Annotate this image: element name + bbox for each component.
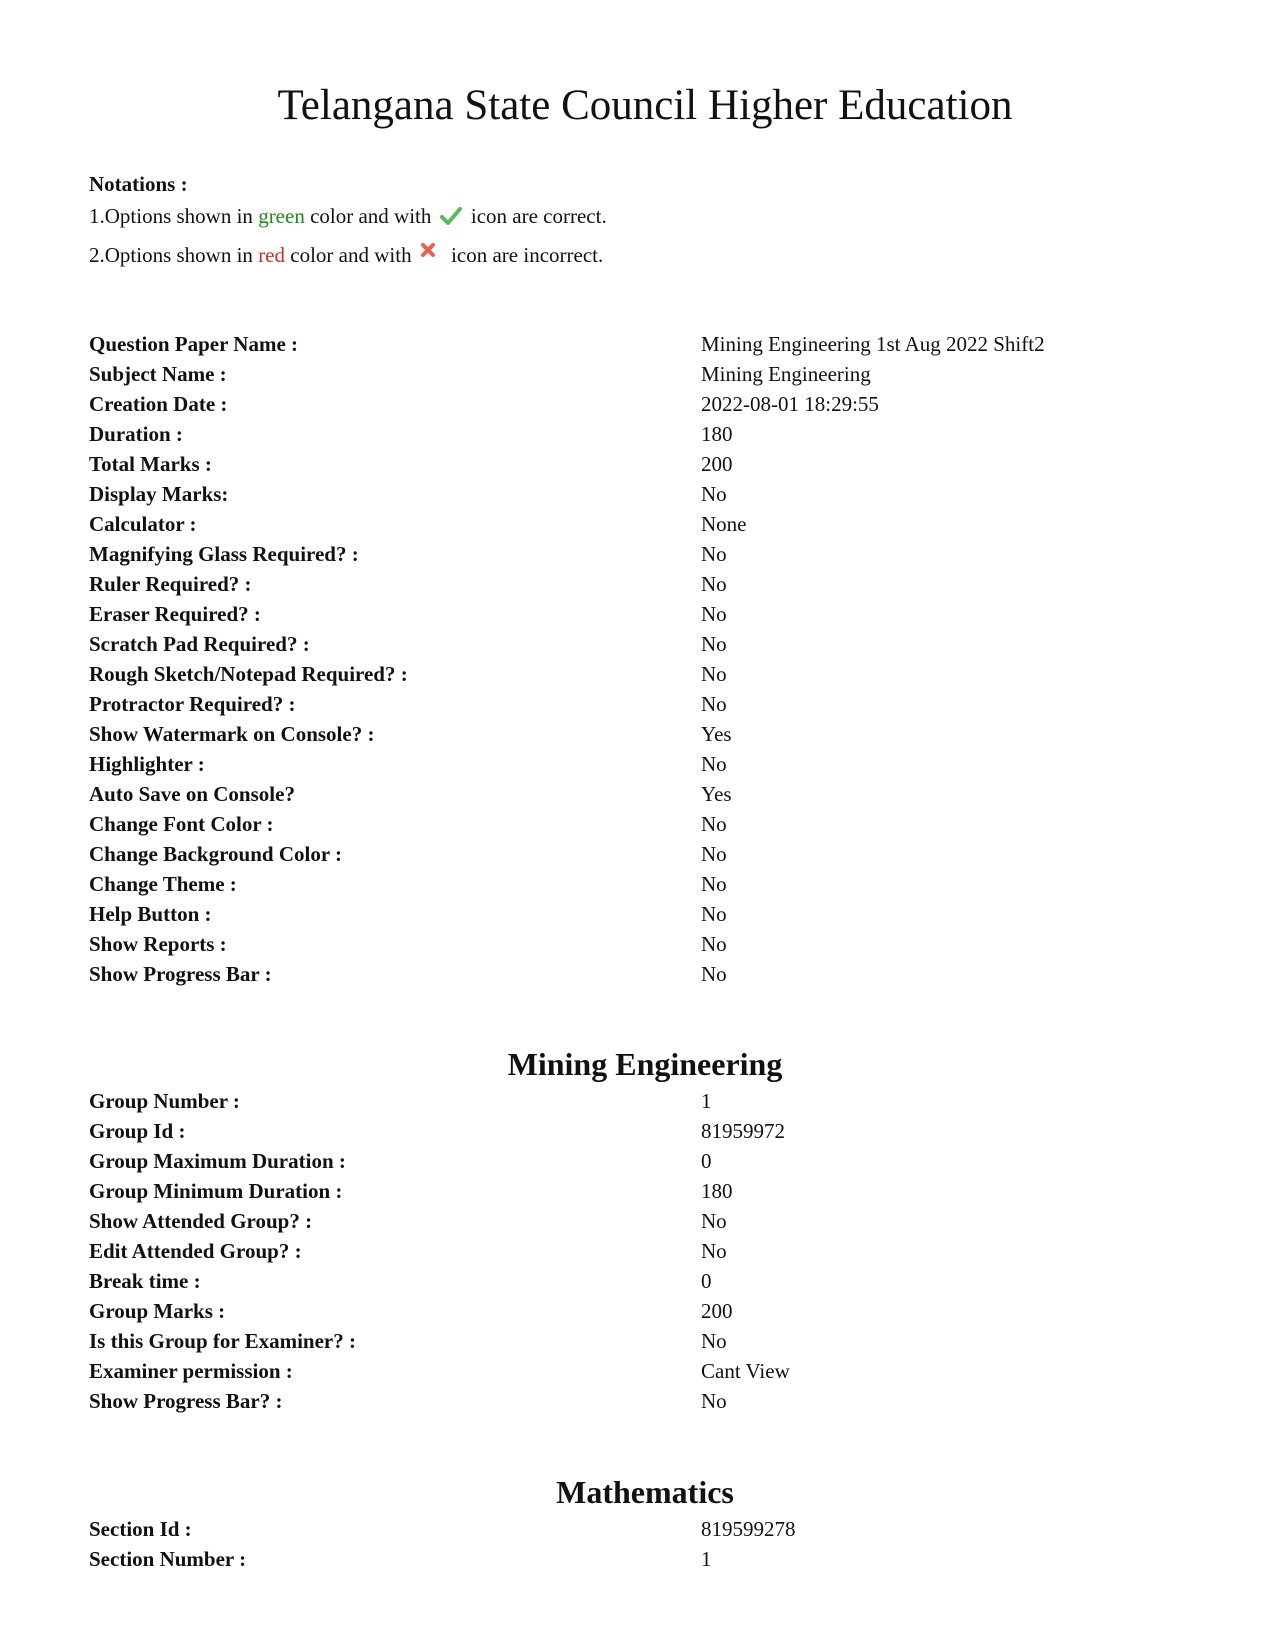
info-value: Mining Engineering <box>701 362 871 386</box>
info-label: Change Font Color : <box>89 812 274 836</box>
info-value: Yes <box>701 722 732 746</box>
info-row <box>89 959 1189 989</box>
notation-text: icon are incorrect. <box>445 243 604 267</box>
info-value: No <box>701 812 727 836</box>
notation-text: 2.Options shown in <box>89 243 259 267</box>
info-label: Is this Group for Examiner? : <box>89 1329 356 1353</box>
info-value: 180 <box>701 422 733 446</box>
info-value: Cant View <box>701 1359 790 1383</box>
group-info <box>89 1086 1189 1416</box>
info-label: Display Marks: <box>89 482 229 506</box>
info-value: 819599278 <box>701 1517 796 1541</box>
info-label: Group Number : <box>89 1089 240 1113</box>
info-row <box>89 899 1189 929</box>
info-value: None <box>701 512 747 536</box>
info-value: No <box>701 752 727 776</box>
info-label: Group Maximum Duration : <box>89 1149 346 1173</box>
notation-text: color and with <box>304 204 437 228</box>
info-row <box>89 869 1189 899</box>
info-label: Question Paper Name : <box>89 332 299 356</box>
info-value: No <box>701 482 727 506</box>
group-heading: Mining Engineering <box>507 1046 783 1082</box>
info-value: No <box>701 1239 727 1263</box>
info-label: Change Background Color : <box>89 842 343 866</box>
notation-text: color and with <box>285 243 417 267</box>
info-value: 1 <box>701 1547 712 1571</box>
info-value: 1 <box>701 1089 712 1113</box>
info-value: No <box>701 662 727 686</box>
info-row <box>89 449 1189 479</box>
info-row <box>89 719 1189 749</box>
info-label: Scratch Pad Required? : <box>89 632 310 656</box>
info-value: 200 <box>701 452 733 476</box>
section-heading: Mathematics <box>556 1474 734 1510</box>
info-row <box>89 389 1189 419</box>
info-row <box>89 569 1189 599</box>
info-value: 81959972 <box>701 1119 785 1143</box>
notation-correct <box>89 200 607 235</box>
info-label: Break time : <box>89 1269 201 1293</box>
info-row <box>89 749 1189 779</box>
page-title: Telangana State Council Higher Education <box>277 82 1013 129</box>
info-row <box>89 1116 1189 1146</box>
info-label: Section Id : <box>89 1517 192 1541</box>
info-value: No <box>701 1209 727 1233</box>
info-value: Yes <box>701 782 732 806</box>
info-row <box>89 1296 1189 1326</box>
info-label: Show Progress Bar? : <box>89 1389 283 1413</box>
info-row <box>89 419 1189 449</box>
info-row <box>89 599 1189 629</box>
info-label: Show Reports : <box>89 932 227 956</box>
info-row <box>89 1544 1189 1574</box>
info-row <box>89 1176 1189 1206</box>
section-info <box>89 1514 1189 1574</box>
info-value: No <box>701 1329 727 1353</box>
info-value: No <box>701 932 727 956</box>
info-label: Change Theme : <box>89 872 237 896</box>
info-value: No <box>701 842 727 866</box>
info-label: Calculator : <box>89 512 197 536</box>
notation-text: icon are correct. <box>465 204 607 228</box>
info-value: No <box>701 692 727 716</box>
info-label: Subject Name : <box>89 362 227 386</box>
info-label: Group Minimum Duration : <box>89 1179 343 1203</box>
info-row <box>89 509 1189 539</box>
red-color-word: red <box>258 243 286 267</box>
info-value: 0 <box>701 1269 712 1293</box>
info-label: Section Number : <box>89 1547 247 1571</box>
cross-icon <box>420 235 436 267</box>
info-row <box>89 359 1189 389</box>
info-row <box>89 779 1189 809</box>
info-row <box>89 929 1189 959</box>
info-label: Creation Date : <box>89 392 228 416</box>
info-value: No <box>701 1389 727 1413</box>
info-row <box>89 629 1189 659</box>
info-label: Protractor Required? : <box>89 692 296 716</box>
info-value: No <box>701 602 727 626</box>
info-row <box>89 329 1189 359</box>
green-color-word: green <box>258 204 305 228</box>
info-label: Duration : <box>89 422 183 446</box>
info-label: Show Watermark on Console? : <box>89 722 375 746</box>
info-label: Eraser Required? : <box>89 602 261 626</box>
info-row <box>89 1236 1189 1266</box>
info-value: No <box>701 962 727 986</box>
info-label: Highlighter : <box>89 752 205 776</box>
info-row <box>89 1146 1189 1176</box>
check-icon <box>440 203 462 235</box>
info-row <box>89 839 1189 869</box>
notation-incorrect <box>89 235 607 271</box>
info-row <box>89 479 1189 509</box>
info-row <box>89 659 1189 689</box>
info-label: Total Marks : <box>89 452 212 476</box>
info-row <box>89 1514 1189 1544</box>
info-label: Show Attended Group? : <box>89 1209 313 1233</box>
notations-heading: Notations : <box>89 172 188 196</box>
info-row <box>89 1266 1189 1296</box>
info-value: 180 <box>701 1179 733 1203</box>
info-value: No <box>701 572 727 596</box>
info-label: Show Progress Bar : <box>89 962 272 986</box>
info-row <box>89 1206 1189 1236</box>
info-value: No <box>701 902 727 926</box>
info-label: Edit Attended Group? : <box>89 1239 302 1263</box>
info-row <box>89 1386 1189 1416</box>
info-label: Group Id : <box>89 1119 186 1143</box>
info-value: No <box>701 872 727 896</box>
info-label: Help Button : <box>89 902 212 926</box>
info-value: Mining Engineering 1st Aug 2022 Shift2 <box>701 332 1045 356</box>
info-row <box>89 539 1189 569</box>
info-value: No <box>701 542 727 566</box>
info-value: 0 <box>701 1149 712 1173</box>
info-row <box>89 689 1189 719</box>
info-label: Magnifying Glass Required? : <box>89 542 359 566</box>
info-value: No <box>701 632 727 656</box>
info-row <box>89 1086 1189 1116</box>
info-row <box>89 1326 1189 1356</box>
info-label: Rough Sketch/Notepad Required? : <box>89 662 408 686</box>
info-label: Ruler Required? : <box>89 572 252 596</box>
paper-info <box>89 329 1189 989</box>
info-value: 200 <box>701 1299 733 1323</box>
info-label: Group Marks : <box>89 1299 226 1323</box>
notation-text: 1.Options shown in <box>89 204 259 228</box>
info-label: Auto Save on Console? <box>89 782 295 806</box>
info-label: Examiner permission : <box>89 1359 293 1383</box>
info-value: 2022-08-01 18:29:55 <box>701 392 879 416</box>
info-row <box>89 809 1189 839</box>
notations <box>89 168 607 271</box>
info-row <box>89 1356 1189 1386</box>
